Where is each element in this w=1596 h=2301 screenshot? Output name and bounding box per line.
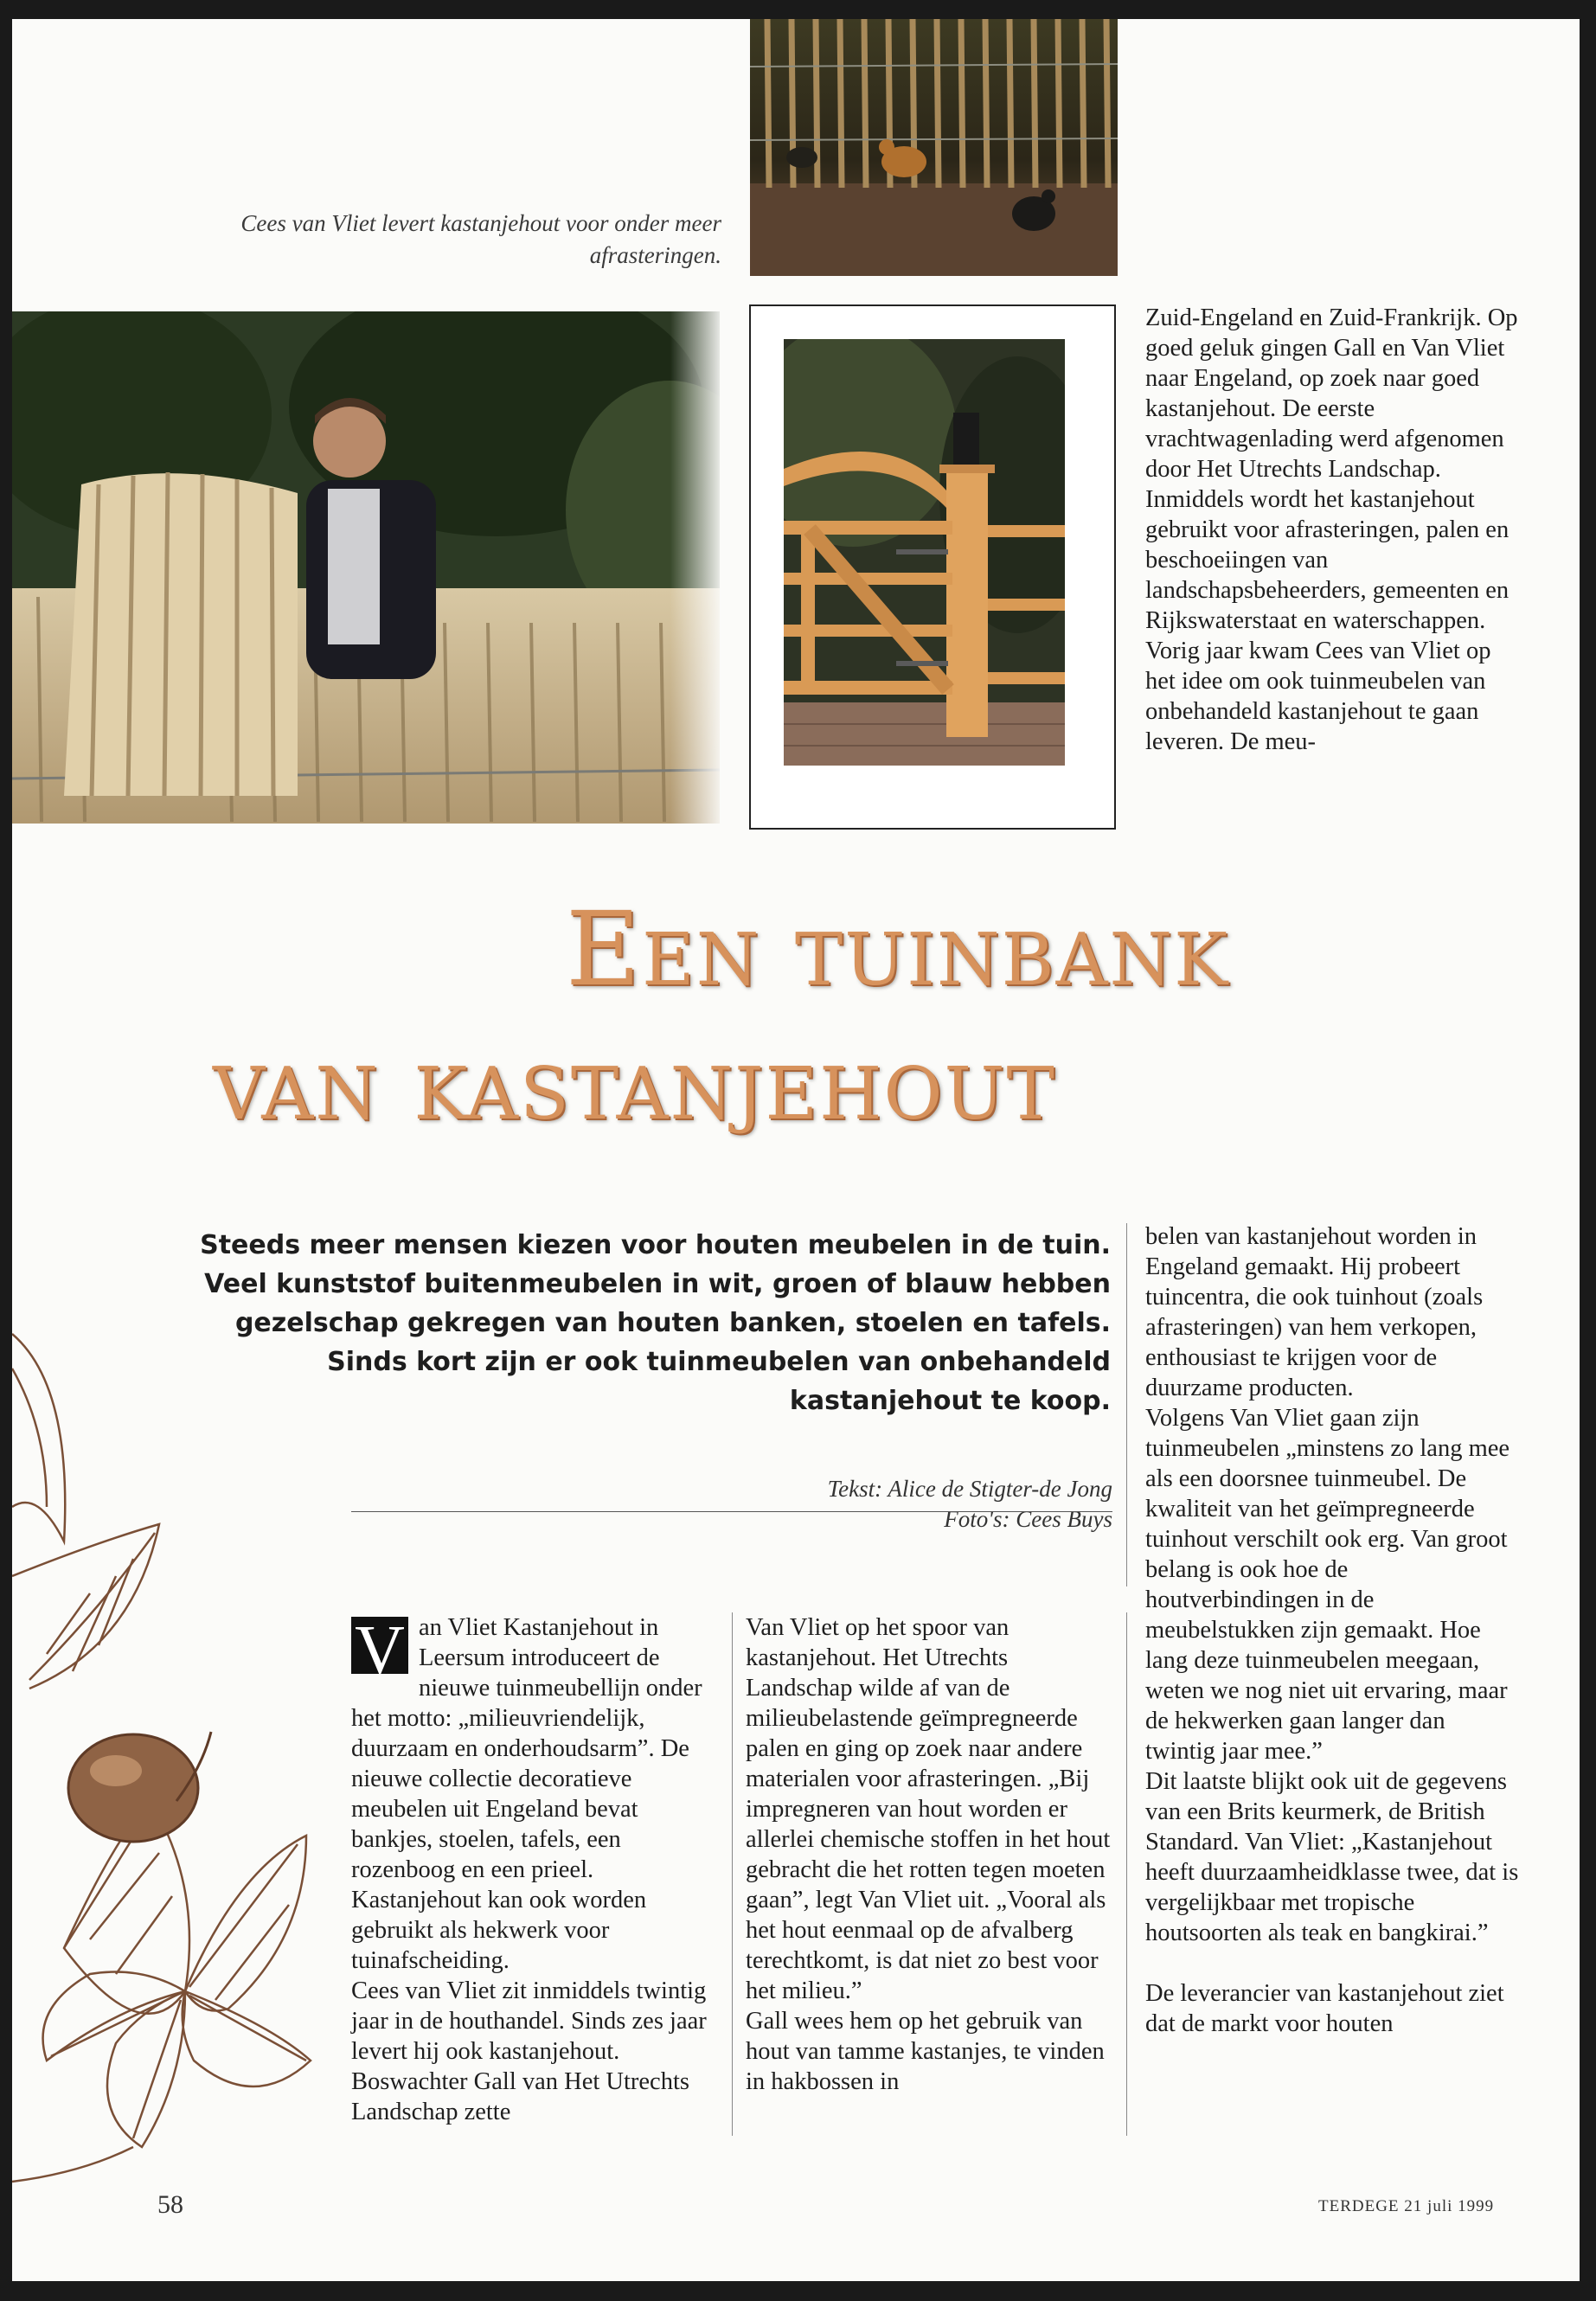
paragraph: [351, 1612, 719, 1976]
text-column-right: [1145, 1221, 1519, 2039]
magazine-page: [12, 19, 1580, 2281]
lead-text: an Vliet Kastanjehout in Leersum introduceert de nieuwe tuinmeubellijn onder het motto: „milieuvriendelijk, duurzaam en onderhoudsarm”. De nieuwe collectie decoratieve meubelen uit Engeland bevat bankjes, stoelen, tafels, een rozenboog en een prieel. Kastanjehout kan ook worden gebruikt als hekwerk voor tuinafscheiding.: [351, 1614, 702, 1974]
headline-text: van kastanjehout: [213, 1023, 1056, 1143]
page-number: 58: [157, 2190, 183, 2219]
paragraph: Dit laatste blijkt ook uit de gegevens van een Brits keurmerk, de British Standard. Van Vliet: „Kastanjehout heeft duurzaamheidklasse twee, dat is vergelijkbaar met tropische houtsoorten als teak en bangkirai.”: [1145, 1768, 1519, 1946]
paragraph: Volgens Van Vliet gaan zijn tuinmeubelen „minstens zo lang mee als een doorsnee tuinmeubel. De kwaliteit van het geïmpregneerde tuinhout verschilt ook erg. Van groot belang is ook hoe de houtverbindingen in de meubelstukken zijn gemaakt. Hoe lang deze tuinmeubelen meegaan, weten we nog niet uit ervaring, maar de hekwerken gaan langer dan twintig jaar mee.”: [1145, 1405, 1510, 1765]
column-divider: [1126, 1612, 1127, 2136]
credits: [497, 1474, 1112, 1535]
photo-frame-gate: [749, 304, 1116, 830]
magazine-footer: TERDEGE 21 juli 1999: [1318, 2197, 1495, 2215]
headline-text: Een tuinbank: [566, 889, 1230, 1009]
paragraph: Cees van Vliet zit inmiddels twintig jaar in de houthandel. Sinds zes jaar levert hij ook kastanjehout. Boswachter Gall van Het Utrechts Landschap zette: [351, 1977, 707, 2125]
text-column-2: [746, 1612, 1113, 2097]
paragraph: Zuid-Engeland en Zuid-Frankrijk. Op goed geluk gingen Gall en Van Vliet naar Engeland, op zoek naar goed kastanjehout. De eerste vrachtwagenlading werd afgenomen door Het Utrechts Landschap. Inmiddels wordt het kastanjehout gebruikt voor afrasteringen, palen en beschoeiingen van landschapsbeheerders, gemeenten en Rijkswaterstaat en waterschappen.: [1145, 304, 1518, 634]
credit-text: Tekst: Alice de Stigter-de Jong: [827, 1476, 1112, 1502]
paragraph: De leverancier van kastanjehout ziet dat de markt voor houten: [1145, 1980, 1504, 2037]
column-divider: [1126, 1223, 1127, 1586]
intro-lead: Steeds meer mensen kiezen voor houten meubelen in de tuin. Veel kunststof buitenmeubelen in wit, groen of blauw hebben gezelschap gekregen van houten banken, stoelen en tafels. Sinds kort zijn er ook tuinmeubelen van onbehandeld kastanjehout te koop.: [200, 1230, 1111, 1416]
photo-wooden-gate: [784, 339, 1065, 766]
paragraph: Vorig jaar kwam Cees van Vliet op het idee om ook tuinmeubelen van onbehandeld kastanjehout te gaan leveren. De meu-: [1145, 638, 1491, 755]
paragraph: Van Vliet op het spoor van kastanjehout. Het Utrechts Landschap wilde af van de milieubelastende geïmpregneerde palen en ging op zoek naar andere materialen voor afrasteringen. „Bij impregneren van hout worden er allerlei chemische stoffen in het hout gebracht die het rotten tegen moeten gaan”, legt Van Vliet uit. „Vooral als het hout eenmaal op de afvalberg terechtkomt, is dat niet zo best voor het milieu.”: [746, 1614, 1111, 2004]
photo-fence-chickens: [750, 19, 1118, 276]
headline-line-1: [566, 889, 1580, 1009]
text-column-1: [351, 1612, 719, 2127]
column-divider: [732, 1612, 733, 2136]
photo-caption: Cees van Vliet levert kastanjehout voor onder meer afrasteringen.: [240, 210, 721, 268]
paragraph: Gall wees hem op het gebruik van hout van tamme kastanjes, te vinden in hakbossen in: [746, 2008, 1105, 2095]
photo-man-with-fencing: [12, 311, 720, 824]
credit-divider: [351, 1511, 1112, 1512]
paragraph: belen van kastanjehout worden in Engeland gemaakt. Hij probeert tuincentra, die ook tuinhout (zoals afrasteringen) van hem verkopen, enthousiast te krijgen voor de duurzame producten.: [1145, 1223, 1484, 1401]
chestnut-leaf-illustration: [12, 1282, 324, 2190]
credit-photos: Foto's: Cees Buys: [944, 1506, 1112, 1532]
text-column-top: [1145, 303, 1519, 757]
drop-cap: V: [351, 1617, 408, 1674]
headline-line-2: [213, 1023, 1580, 1143]
